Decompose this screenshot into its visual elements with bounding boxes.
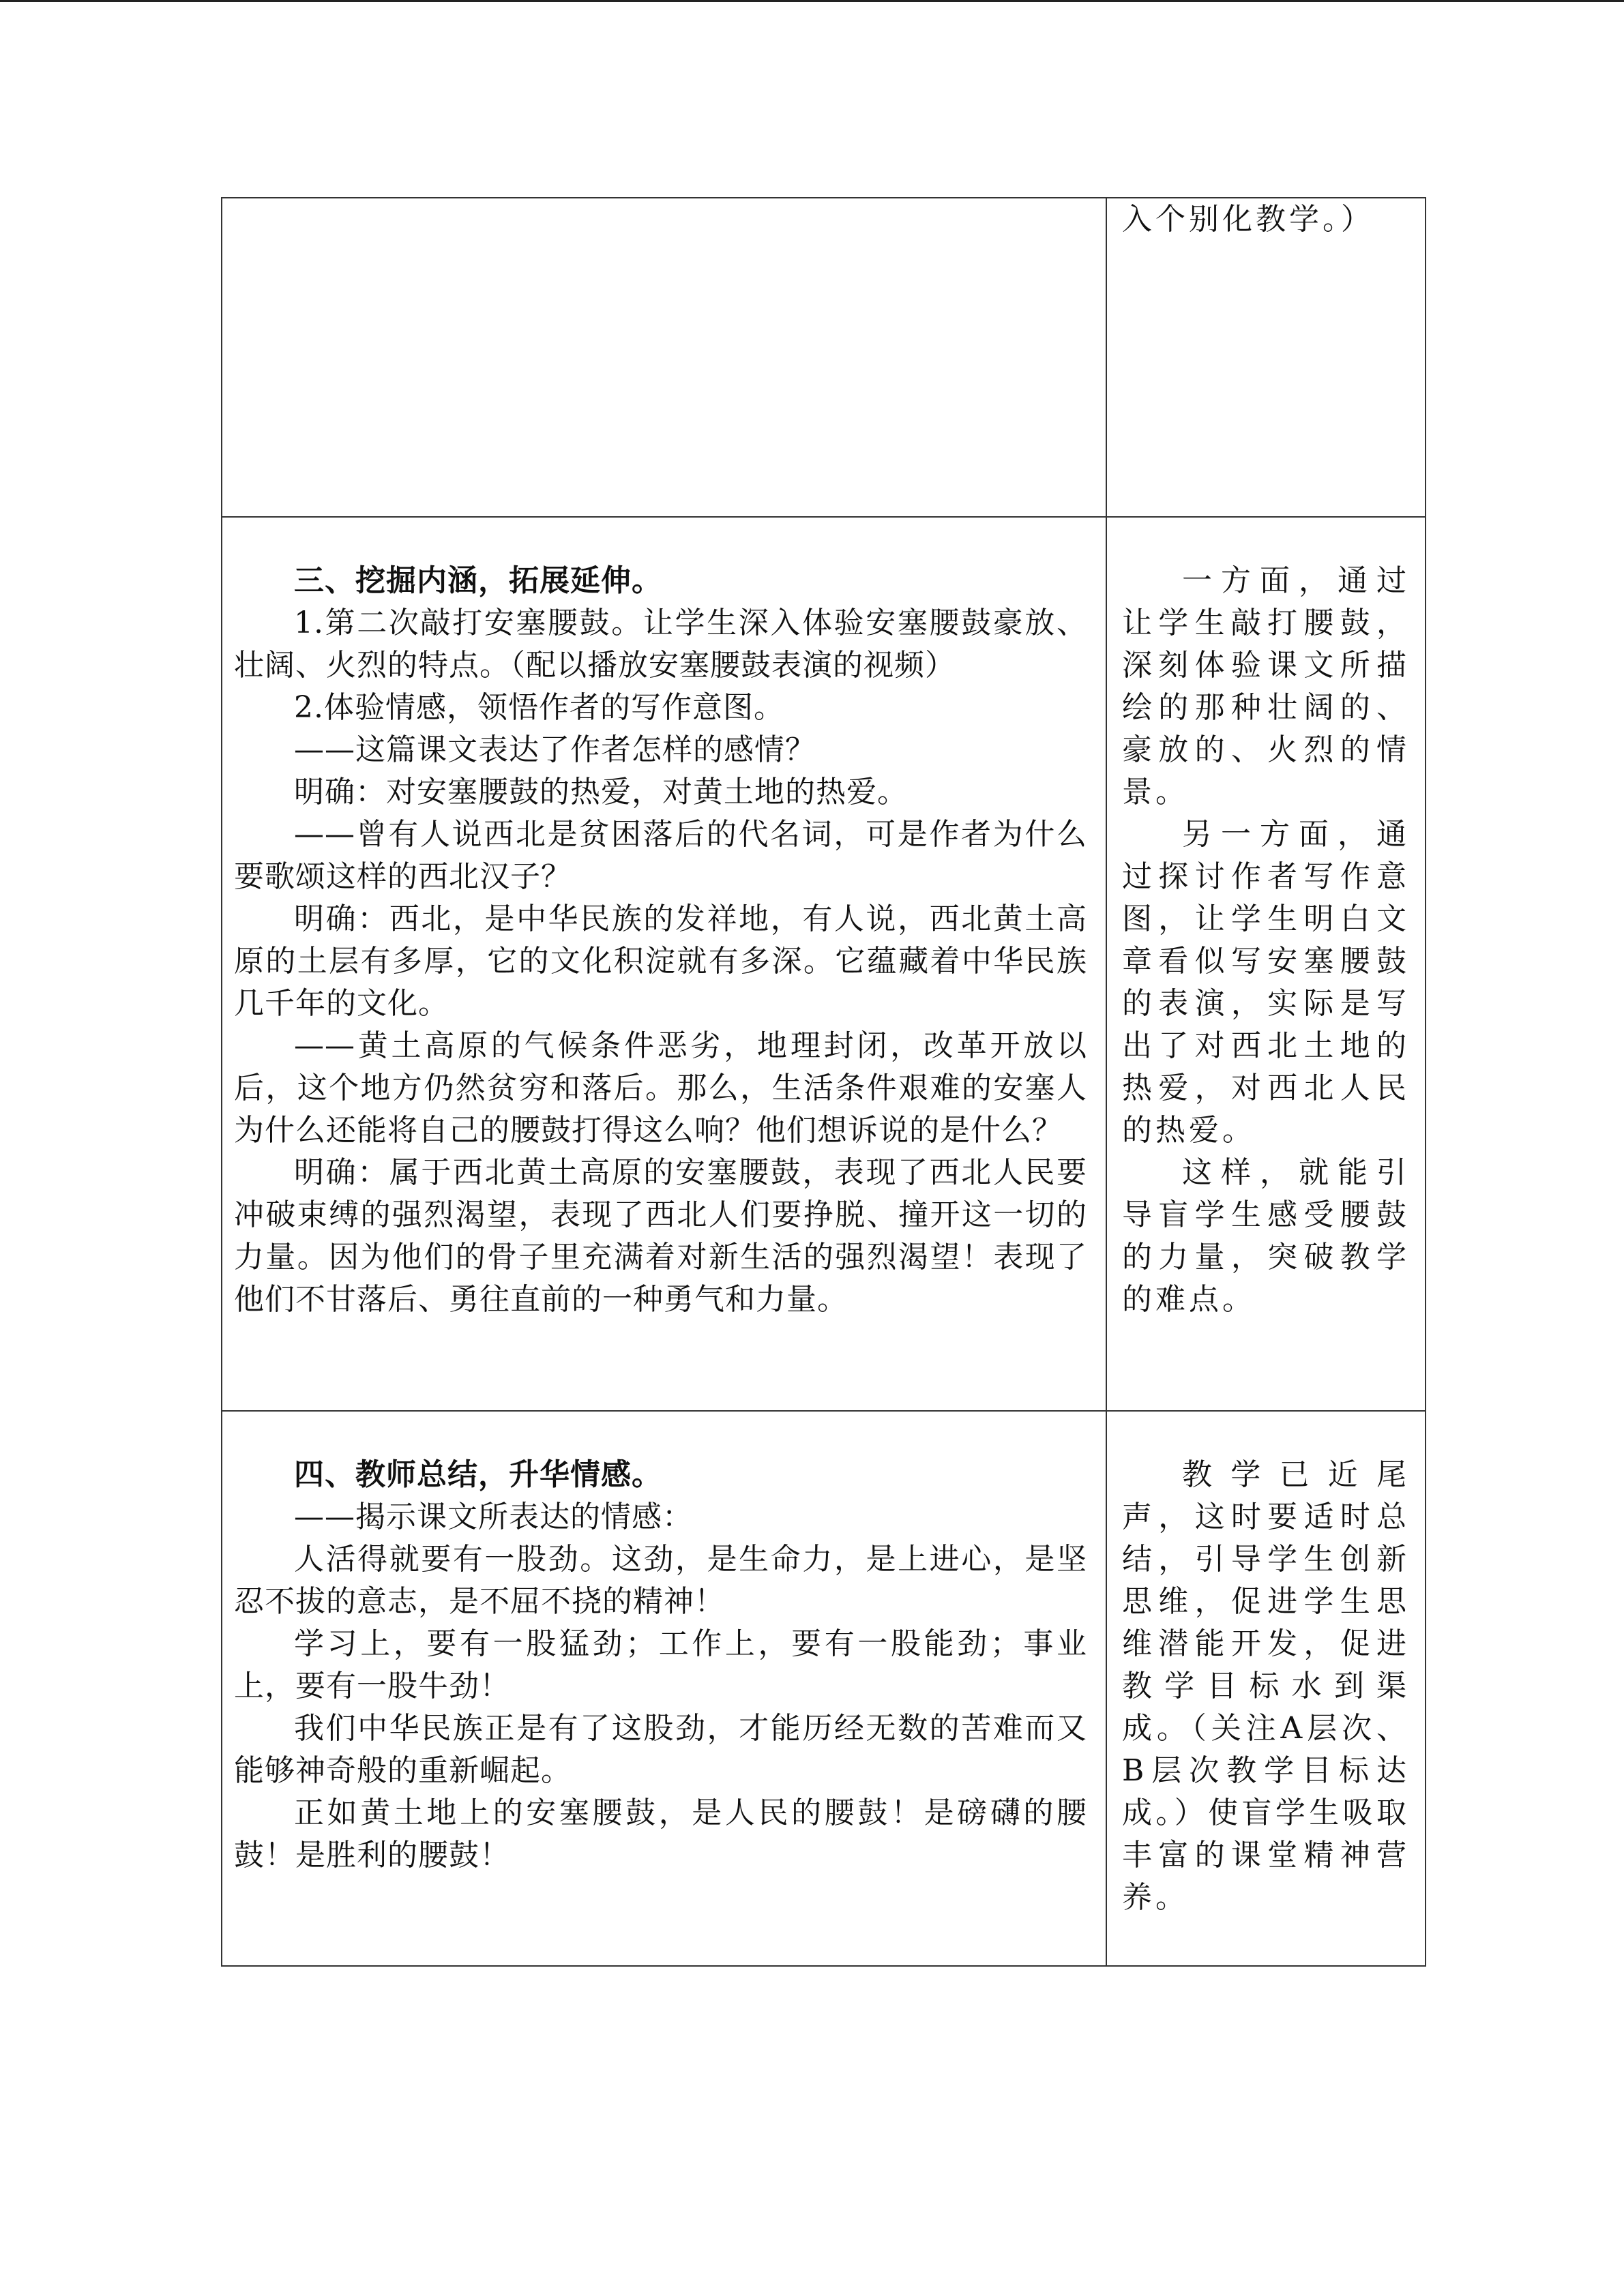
table-row [222, 1411, 1426, 1966]
paragraph: 正如黄土地上的安塞腰鼓，是人民的腰鼓！是磅礴的腰鼓！是胜利的腰鼓！ [234, 1795, 1087, 1873]
paragraph: ——揭示课文所表达的情感： [294, 1500, 693, 1534]
design-intent-cell [1106, 198, 1426, 517]
lesson-plan-table [221, 197, 1426, 1967]
design-intent-cell [1106, 1411, 1426, 1966]
paragraph: 我们中华民族正是有了这股劲，才能历经无数的苦难而又能够神奇般的重新崛起。 [234, 1711, 1087, 1788]
question-line: ——这篇课文表达了作者怎样的感情？ [294, 732, 816, 767]
teaching-process-cell [222, 198, 1106, 517]
section-heading: 三、挖掘内涵，拓展延伸。 [294, 563, 662, 598]
design-intent-text: 入个别化教学。） [1122, 202, 1374, 237]
question-line: ——黄土高原的气候条件恶劣，地理封闭，改革开放以后，这个地方仍然贫穷和落后。那么，生活条件艰难的安塞人为什么还能将自己的腰鼓打得这么响？他们想诉说的是什么？ [234, 1028, 1087, 1148]
paragraph: 1.第二次敲打安塞腰鼓。让学生深入体验安塞腰鼓豪放、壮阔、火烈的特点。（配以播放安塞腰鼓表演的视频） [234, 606, 1087, 683]
design-intent-text: 教学已近尾声，这时要适时总结，引导学生创新思维，促进学生思维潜能开发，促进教学目标水到渠成。（关注A层次、B层次教学目标达成。）使盲学生吸取丰富的课堂精神营养。 [1122, 1457, 1410, 1915]
answer-line: 明确：属于西北黄土高原的安塞腰鼓，表现了西北人民要冲破束缚的强烈渴望，表现了西北人们要挣脱、撞开这一切的力量。因为他们的骨子里充满着对新生活的强烈渴望！表现了他们不甘落后、勇往直前的一种勇气和力量。 [234, 1155, 1087, 1317]
answer-line: 明确：西北，是中华民族的发祥地，有人说，西北黄土高原的土层有多厚，它的文化积淀就有多深。它蕴藏着中华民族几千年的文化。 [234, 901, 1087, 1021]
design-intent-text: 这样，就能引导盲学生感受腰鼓的力量，突破教学的难点。 [1122, 1155, 1410, 1317]
question-line: ——曾有人说西北是贫困落后的代名词，可是作者为什么要歌颂这样的西北汉子？ [234, 817, 1087, 894]
design-intent-cell [1106, 517, 1426, 1411]
design-intent-text: 另一方面，通过探讨作者写作意图，让学生明白文章看似写安塞腰鼓的表演，实际是写出了对西北土地的热爱，对西北人民的热爱。 [1122, 817, 1410, 1148]
page-top-border [0, 0, 1624, 2]
answer-line: 明确：对安塞腰鼓的热爱，对黄土地的热爱。 [294, 775, 908, 809]
table-row [222, 198, 1426, 517]
teaching-process-cell [222, 1411, 1106, 1966]
paragraph: 人活得就要有一股劲。这劲，是生命力，是上进心，是坚忍不拔的意志，是不屈不挠的精神！ [234, 1542, 1087, 1619]
table-row [222, 517, 1426, 1411]
paragraph: 2.体验情感，领悟作者的写作意图。 [294, 690, 784, 725]
design-intent-text: 一方面，通过让学生敲打腰鼓，深刻体验课文所描绘的那种壮阔的、豪放的、火烈的情景。 [1122, 563, 1410, 809]
section-heading: 四、教师总结，升华情感。 [294, 1457, 662, 1492]
teaching-process-cell [222, 517, 1106, 1411]
paragraph: 学习上，要有一股猛劲；工作上，要有一股能劲；事业上，要有一股牛劲！ [234, 1626, 1087, 1703]
